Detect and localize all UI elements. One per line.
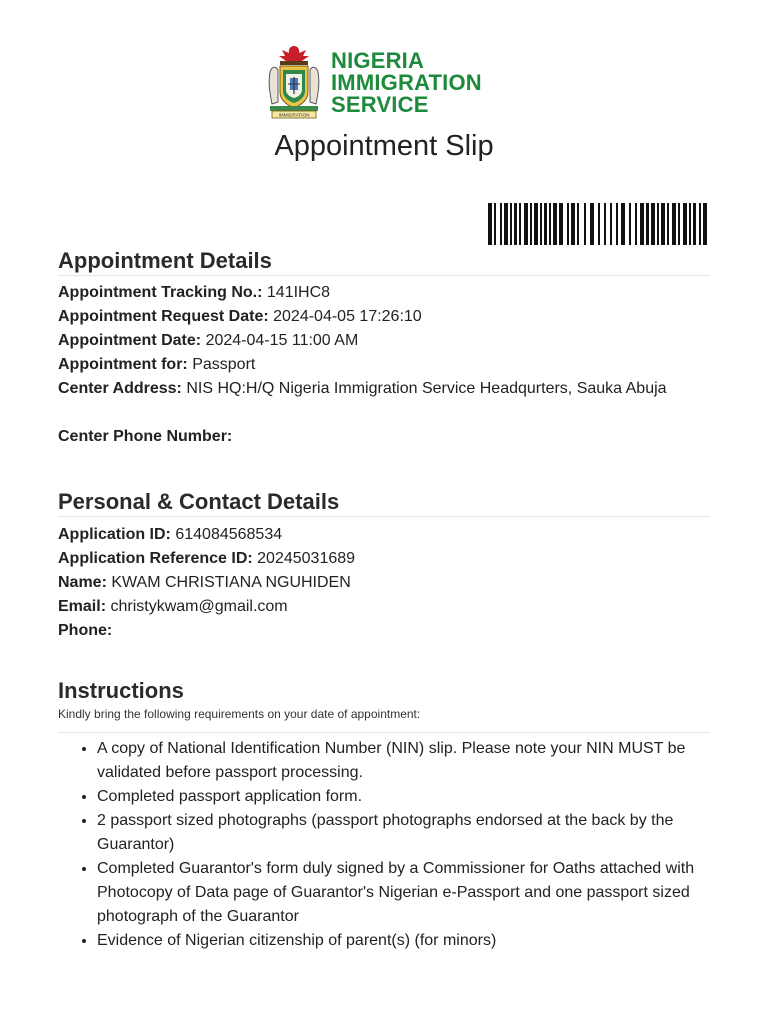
center-phone-label: Center Phone Number:	[58, 428, 233, 445]
request-date-label: Appointment Request Date:	[58, 308, 269, 325]
appointment-details-heading: Appointment Details	[58, 248, 272, 273]
appointment-for-value: Passport	[192, 356, 256, 373]
agency-name-line3: SERVICE	[331, 92, 429, 117]
nis-coat-of-arms-logo	[264, 44, 324, 120]
name-value: KWAM CHRISTIANA NGUHIDEN	[111, 574, 351, 591]
agency-name	[331, 50, 482, 116]
instructions-intro: Kindly bring the following requirements on your date of appointment:	[58, 707, 421, 721]
svg-text:IMMIGRATION: IMMIGRATION	[278, 112, 310, 118]
phone-row	[58, 619, 708, 643]
application-id-value: 614084568534	[175, 526, 283, 543]
list-item: • Evidence of Nigerian citizenship of parent(s) (for minors)	[97, 929, 747, 953]
request-date-value: 2024-04-05 17:26:10	[273, 308, 422, 325]
application-id-row	[58, 523, 708, 547]
request-date-row	[58, 305, 708, 329]
header	[0, 40, 768, 122]
tracking-number-value: 141IHC8	[266, 284, 331, 301]
name-label: Name:	[58, 574, 107, 591]
email-label: Email:	[58, 598, 107, 615]
appointment-for-row	[58, 353, 708, 377]
agency-name-line2: IMMIGRATION	[331, 70, 482, 95]
application-reference-row	[58, 547, 708, 571]
application-reference-value: 20245031689	[257, 550, 356, 567]
appointment-date-label: Appointment Date:	[58, 332, 202, 349]
divider	[58, 516, 710, 517]
list-item: • Completed Guarantor's form duly signed by a Commissioner for Oaths attached with Photocopy of Data page of Guarantor's Nigerian e-Passport and one passport sized photograph of the Guarantor	[97, 857, 747, 929]
tracking-number-row	[58, 281, 708, 305]
application-reference-label: Application Reference ID:	[58, 550, 253, 567]
instructions-heading: Instructions	[58, 678, 184, 703]
agency-name-line1: NIGERIA	[331, 48, 425, 73]
phone-label: Phone:	[58, 622, 113, 639]
list-item: • 2 passport sized photographs (passport photographs endorsed at the back by the Guarantor)	[97, 809, 747, 857]
list-item: • Completed passport application form.	[97, 785, 747, 809]
email-value: christykwam@gmail.com	[110, 598, 288, 615]
name-row	[58, 571, 708, 595]
center-address-value: NIS HQ:H/Q Nigeria Immigration Service Headqurters, Sauka Abuja	[186, 380, 667, 397]
tracking-number-label: Appointment Tracking No.:	[58, 284, 263, 301]
requirements-list	[58, 737, 747, 953]
divider	[58, 732, 710, 733]
email-row	[58, 595, 708, 619]
appointment-date-row	[58, 329, 708, 353]
center-address-label: Center Address:	[58, 380, 182, 397]
list-item: • A copy of National Identification Number (NIN) slip. Please note your NIN MUST be validated before passport processing.	[97, 737, 747, 785]
center-phone-row	[58, 425, 708, 449]
center-address-row	[58, 377, 708, 401]
divider	[58, 275, 710, 276]
personal-details-heading: Personal & Contact Details	[58, 489, 340, 514]
appointment-date-value: 2024-04-15 11:00 AM	[205, 332, 359, 349]
appointment-for-label: Appointment for:	[58, 356, 188, 373]
application-id-label: Application ID:	[58, 526, 171, 543]
barcode	[488, 203, 708, 245]
document-title: Appointment Slip	[274, 130, 494, 162]
